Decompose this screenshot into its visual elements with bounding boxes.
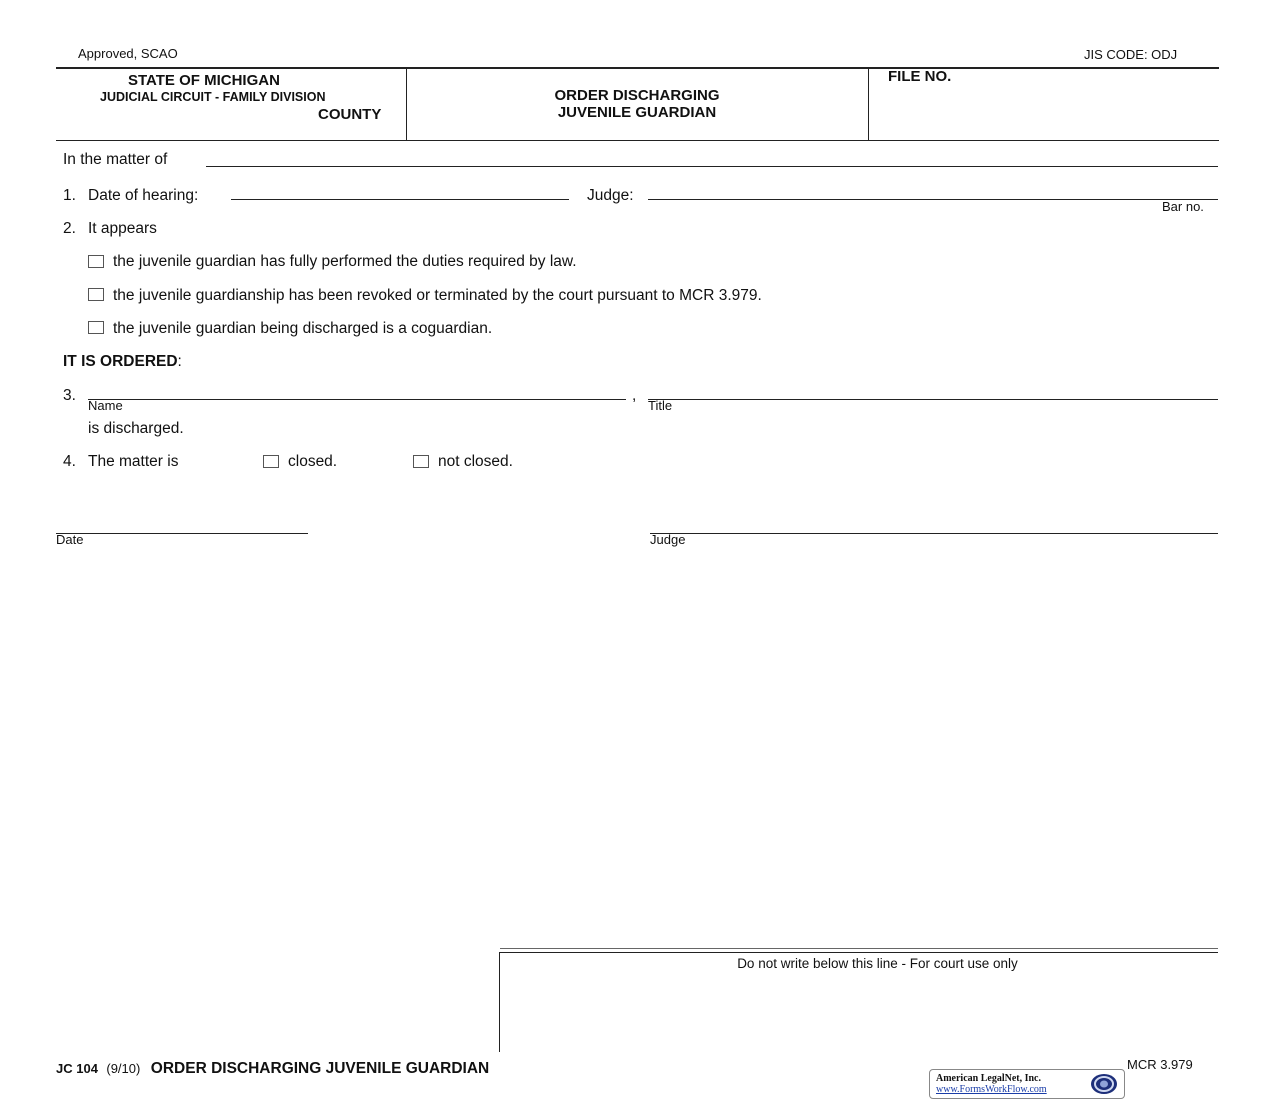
jis-code: JIS CODE: ODJ (1084, 47, 1178, 62)
item1-number: 1. (63, 187, 76, 204)
footer-mcr: MCR 3.979 (1127, 1057, 1193, 1072)
matter-label: In the matter of (63, 151, 168, 168)
footer-form-ref (56, 1060, 489, 1078)
footer-revision: (9/10) (106, 1061, 141, 1076)
form-title-line2: JUVENILE GUARDIAN (557, 104, 717, 121)
matter-status-label: The matter is (88, 453, 179, 470)
option-duties-text: the juvenile guardian has fully performed the duties required by law. (113, 253, 577, 270)
option-revoked-text: the juvenile guardianship has been revoked or terminated by the court pursuant to MCR 3.979. (113, 287, 762, 304)
file-no-field[interactable] (888, 92, 1208, 132)
form-title-line1: ORDER DISCHARGING (554, 87, 720, 104)
judge-field[interactable] (648, 199, 1218, 200)
state-name: STATE OF MICHIGAN (128, 72, 280, 89)
header-divider-right (868, 68, 869, 140)
it-is-ordered-heading (63, 353, 182, 371)
it-is-ordered-label: IT IS ORDERED (63, 353, 178, 370)
signature-judge-caption: Judge (650, 532, 686, 547)
legalnet-url[interactable]: www.FormsWorkFlow.com (936, 1084, 1047, 1095)
bar-no-label: Bar no. (1162, 199, 1204, 214)
footer-form-title: ORDER DISCHARGING JUVENILE GUARDIAN (150, 1060, 490, 1077)
item3-number: 3. (63, 387, 76, 404)
header-top-rule (56, 67, 1219, 69)
file-no-label: FILE NO. (888, 68, 952, 85)
item4-number: 4. (63, 453, 76, 470)
name-title-comma: , (632, 387, 637, 404)
closed-checkbox[interactable] (263, 455, 279, 468)
signature-date-caption: Date (56, 532, 84, 547)
court-use-rule (500, 952, 1218, 953)
legalnet-badge[interactable] (929, 1069, 1125, 1099)
not-closed-checkbox[interactable] (413, 455, 429, 468)
hearing-date-field[interactable] (231, 199, 569, 200)
discharged-name-field[interactable] (88, 399, 626, 400)
judge-label: Judge: (587, 187, 634, 204)
option-duties-checkbox[interactable] (88, 255, 104, 268)
header-bottom-rule (56, 140, 1219, 141)
option-revoked-checkbox[interactable] (88, 288, 104, 301)
county-label: COUNTY (318, 106, 382, 123)
option-coguardian-checkbox[interactable] (88, 321, 104, 334)
court-use-top-rule (500, 948, 1218, 949)
it-is-ordered-colon: : (177, 353, 182, 370)
it-appears-label: It appears (88, 220, 157, 237)
legalnet-name: American LegalNet, Inc. (936, 1073, 1041, 1084)
legalnet-globe-icon (1088, 1072, 1120, 1101)
approved-text: Approved, SCAO (78, 46, 178, 61)
name-caption: Name (88, 398, 123, 413)
matter-field[interactable] (206, 166, 1218, 167)
option-coguardian-text: the juvenile guardian being discharged is a coguardian. (113, 320, 493, 337)
footer-form-id: JC 104 (56, 1061, 98, 1076)
title-caption: Title (648, 398, 673, 413)
circuit-label: JUDICIAL CIRCUIT - FAMILY DIVISION (100, 90, 326, 104)
closed-label: closed. (288, 453, 338, 470)
discharged-title-field[interactable] (648, 399, 1218, 400)
court-use-label: Do not write below this line - For court use only (737, 956, 1018, 971)
signature-judge-field[interactable] (650, 533, 1218, 534)
not-closed-label: not closed. (438, 453, 513, 470)
hearing-date-label: Date of hearing: (88, 187, 199, 204)
item2-number: 2. (63, 220, 76, 237)
is-discharged-text: is discharged. (88, 420, 184, 437)
signature-date-field[interactable] (56, 533, 308, 534)
